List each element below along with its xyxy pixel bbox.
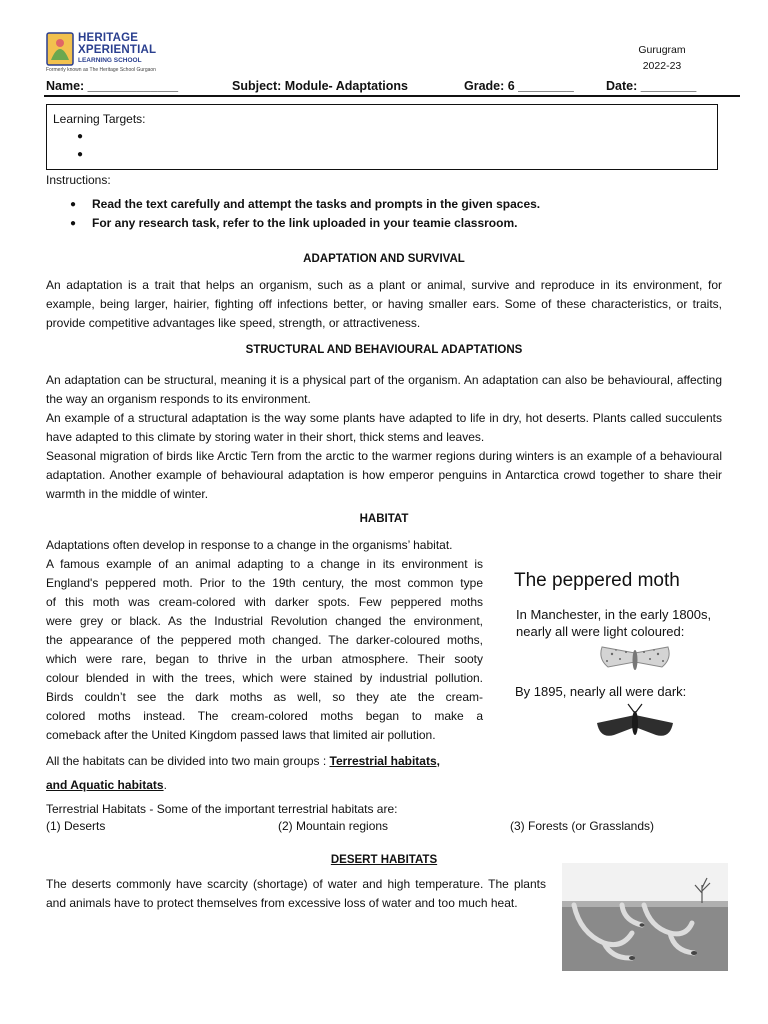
learning-targets-box bbox=[46, 104, 718, 170]
habitat-heading: HABITAT bbox=[359, 513, 409, 525]
habitat-line: of this moth was cream-colored with darker spots. Few peppered moths bbox=[46, 595, 483, 609]
habitat-line: were grey or black. As the Industrial Revolution changed the environment, bbox=[46, 614, 483, 628]
desert-burrow-image bbox=[562, 863, 728, 971]
terrestrial-item: (2) Mountain regions bbox=[278, 819, 389, 833]
moth-caption-early: In Manchester, in the early 1800s, nearly all were light coloured: bbox=[516, 607, 712, 639]
school-name-line1: HERITAGE bbox=[78, 32, 139, 44]
moth-caption-late: By 1895, nearly all were dark: bbox=[515, 684, 687, 699]
name-field[interactable]: Name: _____________ bbox=[46, 79, 179, 93]
habitat-line: colour blended in with the trees, which were stained by industrial pollution. bbox=[46, 671, 483, 685]
terrestrial-intro: Terrestrial Habitats - Some of the important terrestrial habitats are: bbox=[46, 802, 398, 816]
habitat-groups-text: All the habitats can be divided into two main groups : Terrestrial habitats, bbox=[46, 754, 440, 768]
habitat-line: comeback after the United Kingdom passed laws that limited air pollution. bbox=[46, 728, 436, 742]
school-name-line2: XPERIENTIAL bbox=[78, 44, 157, 56]
academic-year: 2022-23 bbox=[642, 60, 682, 72]
peppered-moth-figure bbox=[498, 565, 742, 750]
habitat-line: colored moths instead. The cream-colored moths began to make a bbox=[46, 709, 483, 723]
school-formerly-note: Formerly known as The Heritage School Gurgaon bbox=[46, 67, 156, 73]
learning-targets-label: Learning Targets: bbox=[53, 112, 146, 126]
learning-target-bullet-1[interactable]: ● bbox=[77, 131, 84, 142]
terrestrial-habitats-link: Terrestrial habitats, bbox=[329, 754, 440, 768]
habitat-line: Adaptations often develop in response to a change in the organisms’ habitat. bbox=[46, 538, 453, 552]
aquatic-habitats-link: and Aquatic habitats bbox=[46, 778, 164, 792]
date-field[interactable]: Date: ________ bbox=[606, 79, 697, 93]
structural-paragraph-1: An adaptation can be structural, meaning it is a physical part of the organism. An adaptation can also be behavioural, affecting the way an organism responds to its environment. bbox=[46, 373, 722, 406]
terrestrial-item: (1) Deserts bbox=[46, 819, 106, 833]
header-divider bbox=[44, 95, 740, 97]
dark-moth-image bbox=[594, 703, 676, 745]
adaptation-paragraph: An adaptation is a trait that helps an organism, such as a plant or animal, survive and reproduce in its environment, for example, being larger, hairier, fighting off infections better, or having smaller ears. Some of these characteristics, or traits, provide competitive advantages like speed, strength, or attractiveness. bbox=[46, 278, 722, 330]
terrestrial-item: (3) Forests (or Grasslands) bbox=[510, 819, 655, 833]
habitat-line: England's peppered moth. Prior to the 19th century, the most common type bbox=[46, 576, 483, 590]
instruction-item: ● Read the text carefully and attempt the tasks and prompts in the given spaces. bbox=[46, 195, 726, 214]
school-emblem-icon bbox=[46, 32, 74, 66]
habitat-line: A famous example of an animal adapting to a change in its environment is bbox=[46, 557, 483, 571]
structural-paragraph-2: An example of a structural adaptation is the way some plants have adapted to life in dry, hot deserts. Plants called succulents have adapted to this climate by storing water in their short, thick stems and leaves. bbox=[46, 411, 722, 444]
school-name-line3: LEARNING SCHOOL bbox=[78, 57, 142, 64]
habitat-groups-text-cont: and Aquatic habitats. bbox=[46, 778, 167, 792]
structural-heading: STRUCTURAL AND BEHAVIOURAL ADAPTATIONS bbox=[245, 344, 523, 356]
structural-paragraph-3: Seasonal migration of birds like Arctic Tern from the arctic to the warmer regions during winters is an example of a behavioural adaptation. Another example of behavioural adaptation is how emperor penguins in Antarctica crowd together to share their warmth in the middle of winter. bbox=[46, 449, 722, 501]
moth-figure-title: The peppered moth bbox=[514, 570, 680, 591]
instructions-list bbox=[46, 195, 726, 233]
habitat-line: the appearance of the peppered moth changed. The darker-coloured moths, bbox=[46, 633, 483, 647]
adaptation-heading: ADAPTATION AND SURVIVAL bbox=[303, 253, 465, 265]
habitat-line: which were rare, began to thrive in the urban atmosphere. Their sooty bbox=[46, 652, 483, 666]
school-location: Gurugram bbox=[638, 44, 686, 56]
instructions-label: Instructions: bbox=[46, 173, 111, 187]
grade-field[interactable]: Grade: 6 ________ bbox=[464, 79, 574, 93]
habitat-line: Birds couldn’t see the dark moths as well, so they ate the cream- bbox=[46, 690, 483, 704]
habitat-paragraph bbox=[46, 536, 483, 745]
desert-heading: DESERT HABITATS bbox=[330, 854, 438, 866]
desert-paragraph: The deserts commonly have scarcity (shortage) of water and high temperature. The plants and animals have to protect themselves from excessive loss of water and too much heat. bbox=[46, 877, 546, 910]
light-moth-image bbox=[598, 643, 672, 677]
subject-label: Subject: Module- Adaptations bbox=[232, 79, 408, 93]
learning-target-bullet-2[interactable]: ● bbox=[77, 149, 84, 160]
instruction-item: ● For any research task, refer to the link uploaded in your teamie classroom. bbox=[46, 214, 726, 233]
school-logo bbox=[46, 32, 176, 78]
